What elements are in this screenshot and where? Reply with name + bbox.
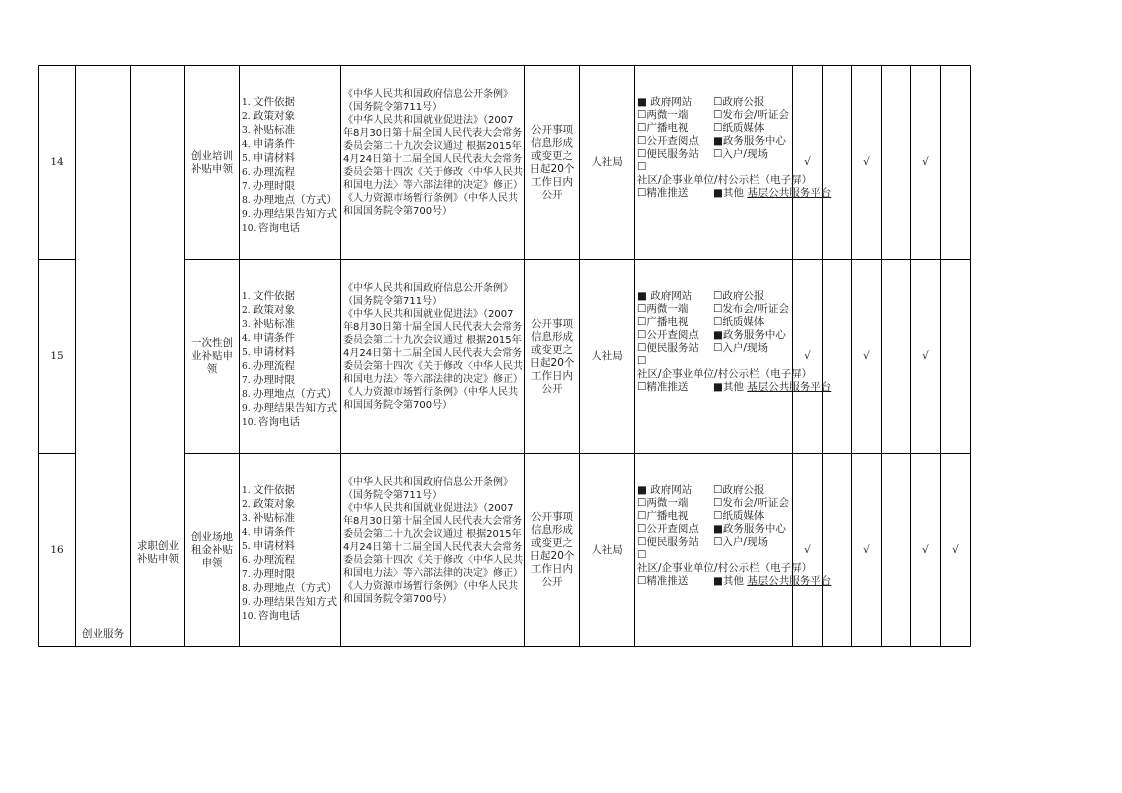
row-index: 15 (50, 350, 64, 362)
basis-text: 《中华人民共和国政府信息公开条例》（国务院令第711号） 《中华人民共和国就业促进法》（2007年8月30日第十届全国人民代表大会常务委员会第二十九次会议通过 根据2015年4月24日第十二届全国人民代表大会常务委员会第十四次《关于修改〈中华人民共和国电力法〉等六部法律的决定》修正） 《人力资源市场暂行条例》（中华人民共和国国务院令第700号） (343, 283, 523, 411)
other-channel: 基层公共服务平台 (747, 187, 832, 199)
content-list: 1. 文件依据 2. 政策对象 3. 补贴标准 4. 申请条件 5. 申请材料 6. 办理流程 7. 办理时限 8. 办理地点（方式） 9. 办理结果告知方式 10. 咨询电话 (242, 484, 337, 622)
timing: 公开事项信息形成或变更之日起20个工作日内公开 (529, 123, 575, 201)
check-mark: √ (952, 543, 959, 556)
check-mark: √ (922, 156, 929, 168)
check-mark: √ (863, 350, 870, 362)
subject: 人社局 (591, 156, 623, 168)
check-mark: √ (804, 156, 811, 168)
channel-list: ■ 政府网站 ☐政府公报 ☐两微一端 ☐发布会/听证会 ☐广播电视 ☐纸质媒体 ☐公开查阅点 ■政务服务中心 ☐便民服务站 ☐入户/现场 ☐社区/企事业单位/村公示栏（电子屏） ☐精准推送 ■其他 基层公共服务平台 (637, 96, 832, 199)
check-mark (823, 66, 851, 259)
other-channel: 基层公共服务平台 (747, 575, 832, 587)
check-mark (941, 260, 970, 453)
check-mark (823, 260, 851, 453)
content-list: 1. 文件依据 2. 政策对象 3. 补贴标准 4. 申请条件 5. 申请材料 6. 办理流程 7. 办理时限 8. 办理地点（方式） 9. 办理结果告知方式 10. 咨询电话 (242, 290, 337, 428)
check-mark: √ (922, 350, 929, 362)
timing: 公开事项信息形成或变更之日起20个工作日内公开 (529, 511, 575, 588)
check-mark (882, 66, 910, 259)
timing: 公开事项信息形成或变更之日起20个工作日内公开 (529, 317, 575, 395)
check-mark (823, 454, 851, 646)
item-name: 创业培训补贴申领 (191, 149, 233, 175)
subject: 人社局 (591, 543, 623, 556)
content-list: 1. 文件依据 2. 政策对象 3. 补贴标准 4. 申请条件 5. 申请材料 6. 办理流程 7. 办理时限 8. 办理地点（方式） 9. 办理结果告知方式 10. 咨询电话 (242, 96, 337, 234)
item-name: 创业场地租金补贴申领 (191, 530, 233, 569)
channel-list: ■ 政府网站 ☐政府公报 ☐两微一端 ☐发布会/听证会 ☐广播电视 ☐纸质媒体 ☐公开查阅点 ■政务服务中心 ☐便民服务站 ☐入户/现场 ☐社区/企事业单位/村公示栏（电子屏） ☐精准推送 ■其他 基层公共服务平台 (637, 290, 832, 393)
category-level1: 创业服务 (82, 628, 124, 640)
check-mark: √ (804, 543, 811, 556)
check-mark: √ (863, 543, 870, 556)
other-channel: 基层公共服务平台 (747, 381, 832, 393)
check-mark: √ (863, 156, 870, 168)
check-mark (882, 260, 910, 453)
row-index: 14 (50, 156, 64, 168)
check-mark (882, 454, 910, 646)
row-index: 16 (50, 543, 64, 556)
channel-list: ■ 政府网站 ☐政府公报 ☐两微一端 ☐发布会/听证会 ☐广播电视 ☐纸质媒体 ☐公开查阅点 ■政务服务中心 ☐便民服务站 ☐入户/现场 ☐社区/企事业单位/村公示栏（电子屏） ☐精准推送 ■其他 基层公共服务平台 (637, 484, 832, 587)
check-mark: √ (804, 350, 811, 362)
item-name: 一次性创业补贴申领 (191, 337, 233, 375)
category-level2: 求职创业补贴申领 (137, 540, 179, 565)
basis-text: 《中华人民共和国政府信息公开条例》（国务院令第711号） 《中华人民共和国就业促进法》（2007年8月30日第十届全国人民代表大会常务委员会第二十九次会议通过 根据2015年4月24日第十二届全国人民代表大会常务委员会第十四次《关于修改〈中华人民共和国电力法〉等六部法律的决定》修正） 《人力资源市场暂行条例》（中华人民共和国国务院令第700号） (343, 89, 523, 217)
check-mark (941, 66, 970, 259)
check-mark: √ (922, 543, 929, 556)
basis-text: 《中华人民共和国政府信息公开条例》（国务院令第711号） 《中华人民共和国就业促进法》（2007年8月30日第十届全国人民代表大会常务委员会第二十九次会议通过 根据2015年4月24日第十二届全国人民代表大会常务委员会第十四次《关于修改〈中华人民共和国电力法〉等六部法律的决定》修正） 《人力资源市场暂行条例》（中华人民共和国国务院令第700号） (343, 477, 523, 605)
subject: 人社局 (591, 350, 623, 362)
